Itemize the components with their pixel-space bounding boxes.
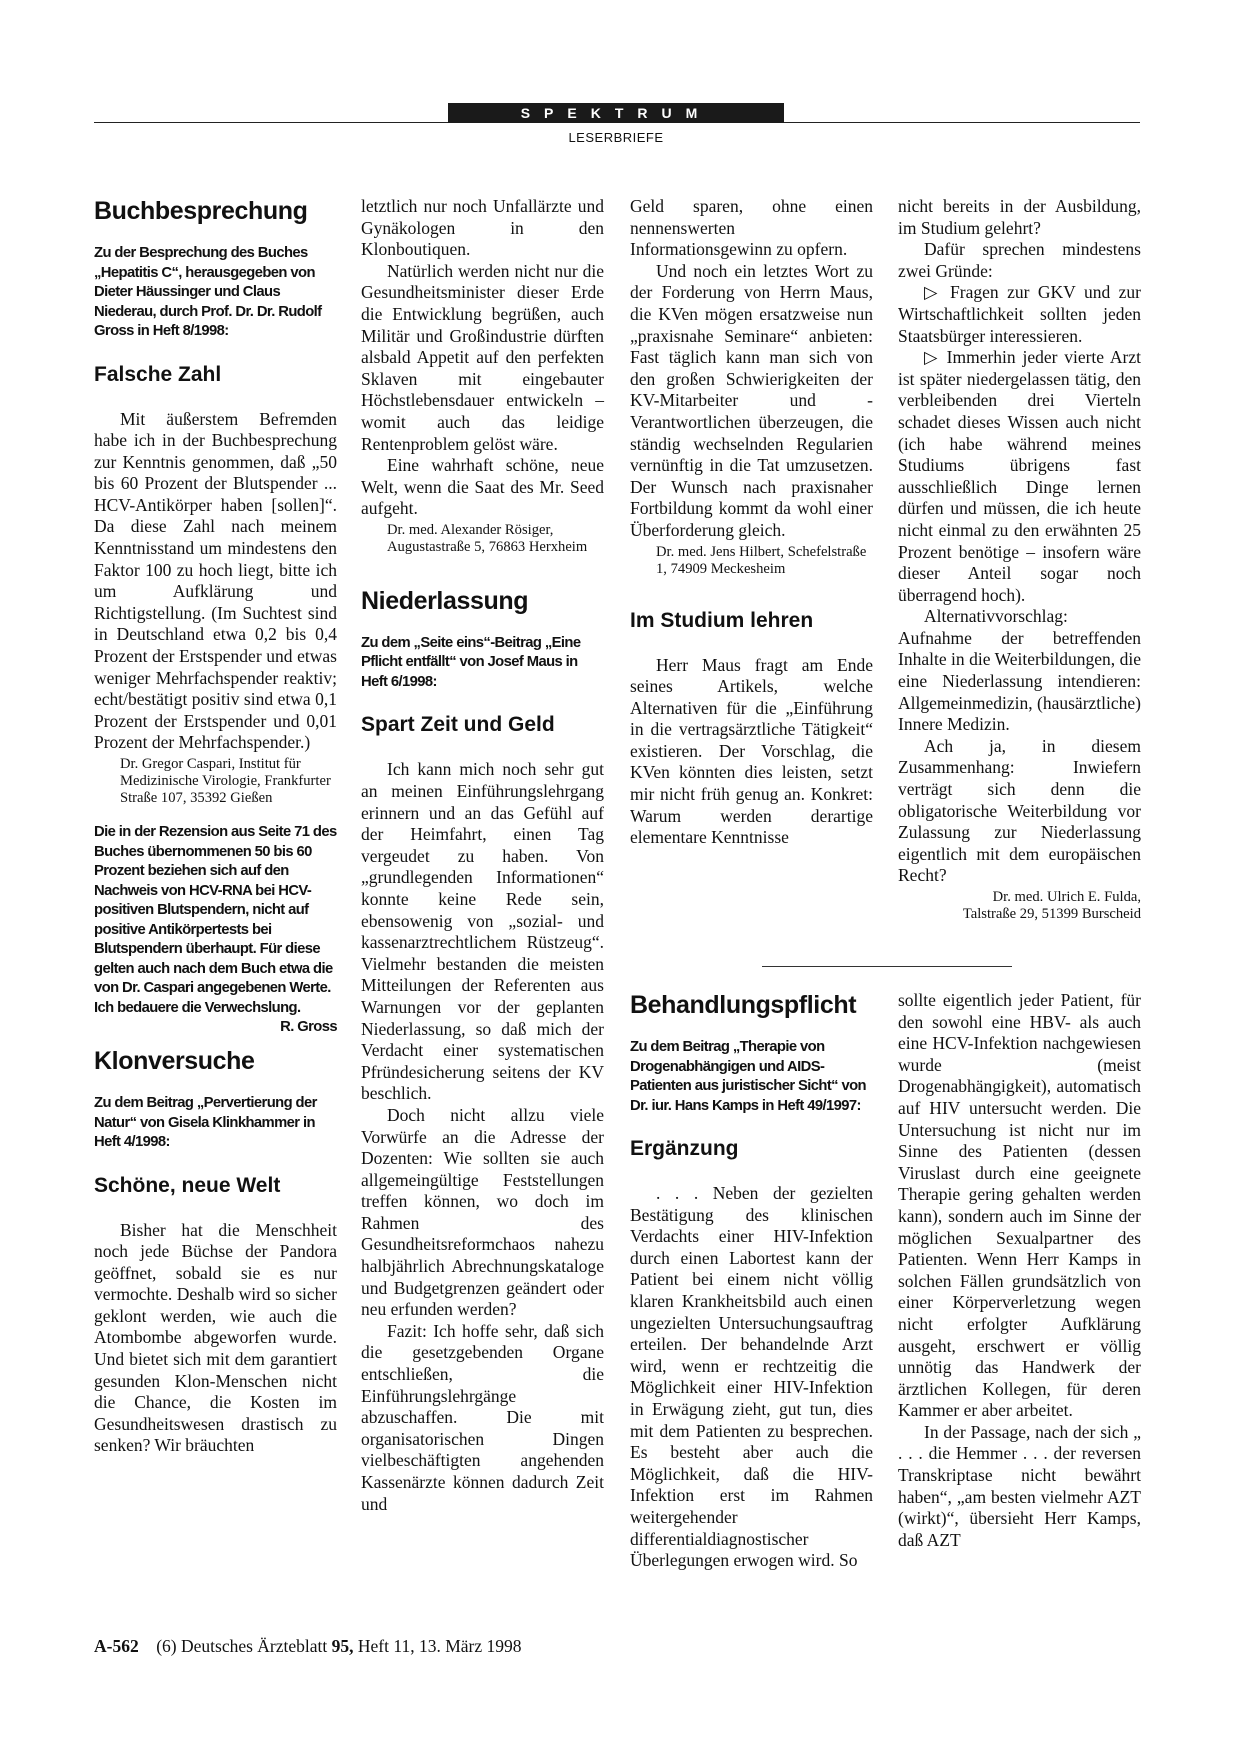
letter-body: Eine wahrhaft schöne, neue Welt, wenn die Saat des Mr. Seed aufgeht. (361, 455, 604, 519)
letter-body: nicht bereits in der Ausbildung, im Studium gelehrt? (898, 196, 1141, 238)
letter-headline: Spart Zeit und Geld (361, 713, 555, 737)
column-1 (94, 196, 337, 1457)
letter-headline: Ergänzung (630, 1137, 739, 1160)
column-4 (898, 196, 1141, 923)
letter-body: Bisher hat die Menschheit noch jede Büchse der Pandora geöffnet, sobald sie es nur vermochte. Deshalb wird so sicher geklont werden, wie auch die Atombombe abgeworfen wurde. Und bietet sich mit dem garantiert gesunden Klon-Menschen nicht die Chance, die Kosten im Gesundheitswesen drastisch zu senken? Wir bräuchten (94, 1219, 337, 1456)
volume-number: 95, (331, 1636, 354, 1656)
letter-body: . . . Neben der gezielten Bestätigung des klinischen Verdachts einer HIV-Infektion durch einen Labortest kann der Patient bei einem nicht völlig klaren Krankheitsbild auch einen ungezielten Untersuchungsauftrag erteilen. Der behandelnde Arzt wird, wenn er rechtzeitig die Möglichkeit einer HIV-Infektion in Erwägung zieht, gut tun, dies mit dem Patienten zu besprechen. Es besteht aber auch die Möglichkeit, daß die HIV-Infektion erst im Rahmen weitergehender differentialdiagnostischer Überlegungen erwogen wird. So (630, 1183, 873, 1571)
letter-signature: Talstraße 29, 51399 Burscheid (962, 906, 1141, 922)
rubric-klonversuche: Klonversuche (94, 1047, 255, 1075)
reply-text: Die in der Rezension aus Seite 71 des Buches übernommenen 50 bis 60 Prozent beziehen sich auf den Nachweis von HCV-RNA bei HCV-positiven Blutspendern, nicht auf positive Antikörpertests bei Blutspendern überhaupt. Für diese gelten auch nach dem Buch etwa die von Dr. Caspari angegebenen Werte. Ich bedauere die Verwechslung. (94, 824, 337, 1016)
column-4-lower (898, 990, 1141, 1551)
list-item: ▷ Immerhin jeder vierte Arzt ist später niedergelassen tätig, den verbleibenden drei Vierteln schadet dieses Wissen auch nicht (ich habe während meines Studiums übrigens fast ausschließlich Dinge lernen dürfen und müssen, die ich heute nicht einmal zu den erwähnten 25 Prozent benötige – insofern wäre dieser Anteil sogar noch überragend hoch). (898, 347, 1141, 605)
letter-headline: Im Studium lehren (630, 608, 814, 632)
column-2 (361, 196, 604, 1515)
column-3-lower (630, 990, 873, 1572)
section-banner: SPEKTRUM (448, 103, 784, 123)
letter-body: Alternativvorschlag: Aufnahme der betreffenden Inhalte in die Weiterbildungen, die eine Niederlassung intendieren: Allgemeinmedizin, (hausärztliche) Innere Medizin. (898, 606, 1141, 735)
author-reply (94, 823, 337, 1035)
letter-body: Fazit: Ich hoffe sehr, daß sich die gesetzgebenden Organe entschließen, die Einführungslehrgänge abzuschaffen. Die mit organisatorischen Dingen vielbeschäftigten angehenden Kassenärzte können dadurch Zeit und (361, 1320, 604, 1514)
letter-body: Doch nicht allzu viele Vorwürfe an die Adresse der Dozenten: Wie sollten sie auch allgemeingültige Feststellungen treffen können, wo doch im Rahmen des Gesundheitsreformchaos nahezu halbjährlich Abrechnungskataloge und Budgetgrenzen geändert oder neu erfunden werden? (361, 1104, 604, 1320)
rubric-niederlassung: Niederlassung (361, 586, 529, 615)
article-intro: Zu dem „Seite eins“-Beitrag „Eine Pflicht entfällt“ von Josef Maus in Heft 6/1998: (361, 634, 581, 690)
letter-body: Ach ja, in diesem Zusammenhang: Inwiefern verträgt sich denn die obligatorische Weiterbildung vor Zulassung zur Niederlassung eigentlich mit dem europäischen Recht? (898, 735, 1141, 886)
letter-body: sollte eigentlich jeder Patient, für den sowohl eine HBV- als auch eine HCV-Infektion nachgewiesen wurde (meist Drogenabhängigkeit), automatisch auf HIV untersucht werden. Die Untersuchung ist nicht nur im Sinne des Patienten (dessen Viruslast durch eine geeignete Therapie gering gehalten werden kann), sondern auch im Sinne der möglichen Sexualpartner des Patienten. Wenn Herr Kamps in solchen Fällen grundsätzlich von einer Körperverletzung wegen nicht erfolgter Aufklärung ausgeht, erschwert er völlig unnötig das Handwerk der ärztlichen Kollegen, für deren Kammer er aber arbeitet. (898, 990, 1141, 1421)
list-item: ▷ Fragen zur GKV und zur Wirtschaftlichkeit sollten jeden Staatsbürger interessieren. (898, 282, 1141, 346)
issue-info: (6) Deutsches Ärzteblatt (156, 1636, 332, 1656)
page-footer (94, 1636, 522, 1657)
letter-signature: Dr. med. Alexander Rösiger, Augustastraße 5, 76863 Herxheim (387, 521, 588, 555)
section-subtitle: LESERBRIEFE (568, 130, 664, 145)
letter-body: letztlich nur noch Unfallärzte und Gynäkologen in den Klonboutiquen. (361, 196, 604, 260)
letter-body: In der Passage, nach der sich „ . . . die Hemmer . . . der reversen Transkriptase nicht bewährt haben“, „am besten vielmehr AZT (wirkt)“, übersieht Herr Kamps, daß AZT (898, 1421, 1141, 1550)
letter-headline: Falsche Zahl (94, 362, 222, 386)
letter-body: Mit äußerstem Befremden habe ich in der Buchbesprechung zur Kenntnis genommen, daß „50 bis 60 Prozent der Blutspender ... HCV-Antikörper haben [sollen]“. Da diese Zahl nach meinem Kenntnisstand um mindestens den Faktor 100 zu hoch liegt, bitte ich um Aufklärung und Richtigstellung. (Im Suchtest sind in Deutschland etwa 0,2 bis 0,4 Prozent der Erstspender und etwas weniger Mehrfachspender reaktiv; echt/bestätigt positiv sind etwa 0,1 Prozent der Erstspender und 0,01 Prozent der Mehrfachspender.) (94, 408, 337, 753)
column-3 (630, 196, 873, 849)
issue-date: Heft 11, 13. März 1998 (353, 1636, 522, 1656)
rubric-buchbesprechung: Buchbesprechung (94, 197, 308, 225)
letter-signature: Dr. med. Ulrich E. Fulda, (992, 889, 1141, 905)
letter-signature: Dr. Gregor Caspari, Institut für Medizinische Virologie, Frankfurter Straße 107, 35392 Gießen (120, 756, 331, 806)
letter-body: Dafür sprechen mindestens zwei Gründe: (898, 239, 1141, 281)
section-divider (762, 966, 1012, 967)
page-number: A-562 (94, 1636, 139, 1656)
article-intro: Zu dem Beitrag „Therapie von Drogenabhängigen und AIDS-Patienten aus juristischer Sicht“ von Dr. iur. Hans Kamps in Heft 49/1997: (630, 1039, 866, 1114)
letter-body: Ich kann mich noch sehr gut an meinen Einführungslehrgang erinnern und an das Gefühl auf der Heimfahrt, einen Tag vergeudet zu haben. Von „grundlegenden Informationen“ konnte keine Rede sein, ebensowenig von „sozial- und kassenarztrechtlichem Rüstzeug“. Vielmehr bestanden die meisten Mitteilungen der Referenten aus Warnungen vor der geplanten Niederlassung, so daß mich der Verdacht einer systematischen Pfründesicherung seitens der KV beschlich. (361, 759, 604, 1104)
letter-signature: Dr. med. Jens Hilbert, Schefelstraße 1, 74909 Meckesheim (656, 543, 867, 577)
letter-body: Geld sparen, ohne einen nennenswerten Informationsgewinn zu opfern. (630, 196, 873, 260)
letter-body: Natürlich werden nicht nur die Gesundheitsminister dieser Erde die Entwicklung begrüßen, auch Militär und Großindustrie dürften alsbald Appetit auf den perfekten Sklaven mit eingebauter Höchstlebensdauer entwickeln – womit auch das leidige Rentenproblem gelöst wäre. (361, 260, 604, 454)
article-intro: Zu der Besprechung des Buches „Hepatitis C“, herausgegeben von Dieter Häussinger und Claus Niederau, durch Prof. Dr. Dr. Rudolf Gross in Heft 8/1998: (94, 245, 322, 339)
reply-signature: R. Gross (280, 1019, 337, 1035)
article-intro: Zu dem Beitrag „Pervertierung der Natur“ von Gisela Klinkhammer in Heft 4/1998: (94, 1095, 317, 1150)
letter-body: Und noch ein letztes Wort zu der Forderung von Herrn Maus, die KVen mögen ersatzweise nun „praxisnahe Seminare“ anbieten: Fast täglich kann man sich von den großen Schwierigkeiten der KV-Mitarbeiter und -Verantwortlichen überzeugen, die ständig wechselnden Regularien vernünftig in die Tat umzusetzen. Der Wunsch nach praxisnaher Fortbildung kommt da wohl einer Überforderung gleich. (630, 260, 873, 540)
rubric-behandlungspflicht: Behandlungspflicht (630, 991, 857, 1019)
letter-body: Herr Maus fragt am Ende seines Artikels, welche Alternativen für die „Einführung in die vertragsärztliche Tätigkeit“ existieren. Der Vorschlag, die KVen könnten dies leisten, setzt mir nicht früh genug an. Konkret: Warum werden derartige elementare Kenntnisse (630, 654, 873, 848)
letter-headline: Schöne, neue Welt (94, 1173, 281, 1197)
